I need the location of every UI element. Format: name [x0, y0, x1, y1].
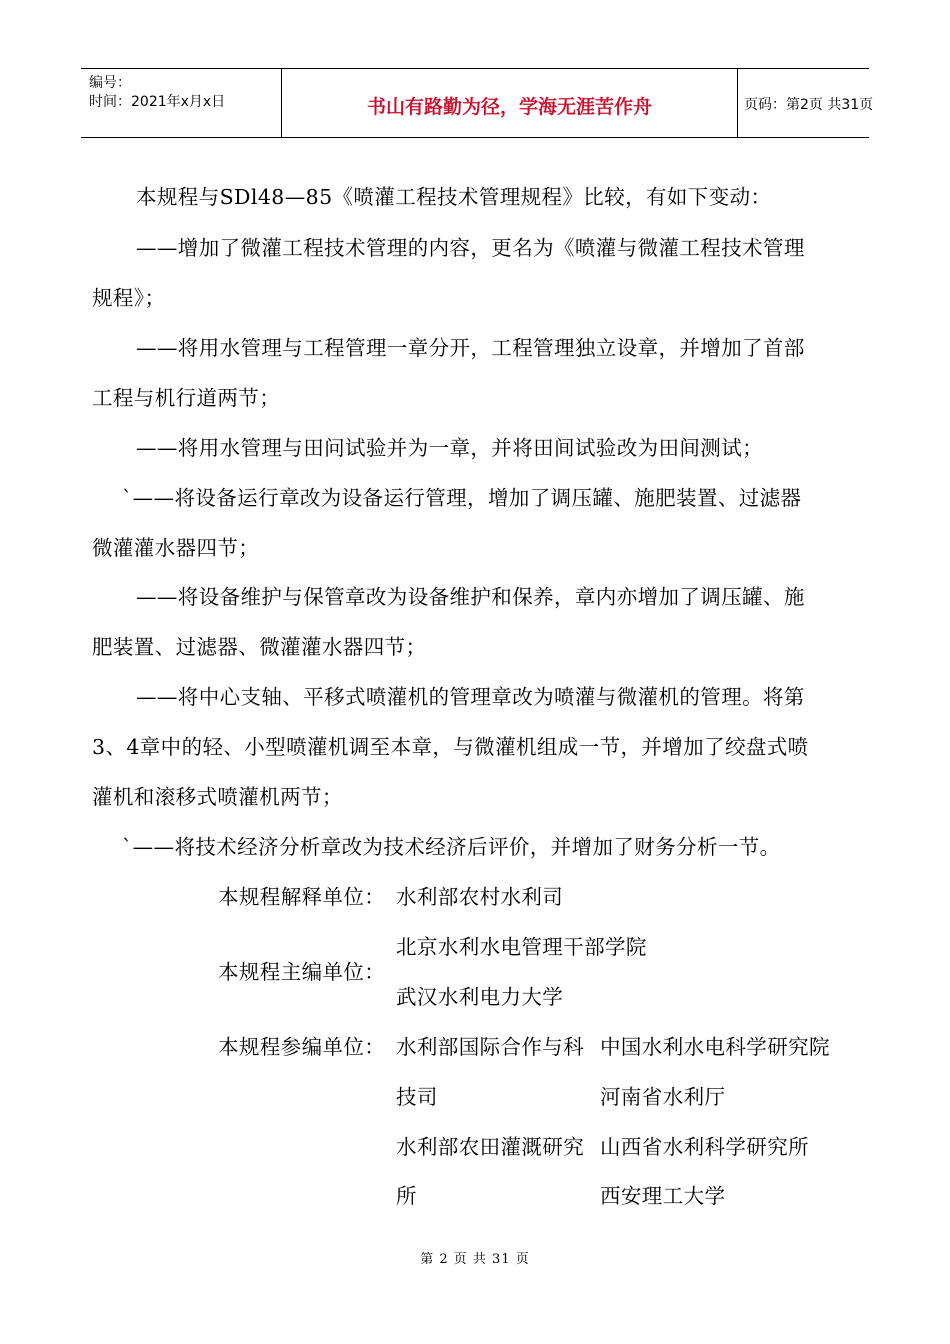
participating-unit: 水利部国际合作与科	[396, 1035, 585, 1059]
paragraph-line: `——将技术经济分析章改为技术经济后评价，并增加了财务分析一节。	[122, 835, 781, 859]
participating-unit-label: 本规程参编单位：	[218, 1035, 386, 1059]
paragraph-line: 3、4章中的轻、小型喷灌机调至本章，与微灌机组成一节，并增加了绞盘式喷	[92, 735, 809, 759]
header-page-cell	[738, 69, 874, 137]
chief-unit-2: 武汉水利电力大学	[396, 985, 564, 1009]
paragraph-line: ——将设备维护与保管章改为设备维护和保养，章内亦增加了调压罐、施	[136, 585, 805, 609]
paragraph-line: ——增加了微灌工程技术管理的内容，更名为《喷灌与微灌工程技术管理	[136, 236, 805, 260]
participating-unit: 河南省水利厅	[600, 1085, 726, 1109]
page-footer: 第 2 页 共 31 页	[420, 1252, 530, 1267]
chief-unit-label: 本规程主编单位：	[218, 960, 386, 984]
paragraph-line: 灌机和滚移式喷灌机两节；	[92, 785, 343, 809]
paragraph-intro: 本规程与SDl48—85《喷灌工程技术管理规程》比较，有如下变动：	[136, 185, 772, 209]
interp-unit-value: 水利部农村水利司	[396, 885, 564, 909]
paragraph-line: 规程》；	[92, 286, 166, 310]
number-label: 编号：	[89, 75, 131, 91]
motto: 书山有路勤为径，学海无涯苦作舟	[366, 96, 652, 118]
chief-unit-1: 北京水利水电管理干部学院	[396, 935, 647, 959]
page-header	[81, 68, 874, 138]
header-motto-cell	[281, 69, 738, 137]
paragraph-line: 肥装置、过滤器、微灌灌水器四节；	[92, 635, 427, 659]
paragraph-line: `——将设备运行章改为设备运行管理，增加了调压罐、施肥装置、过滤器	[122, 486, 802, 510]
interp-unit-label: 本规程解释单位：	[218, 885, 386, 909]
paragraph-line: ——将用水管理与田问试验并为一章，并将田间试验改为田间测试；	[136, 436, 763, 460]
participating-unit: 山西省水利科学研究所	[600, 1135, 809, 1159]
paragraph-line: ——将中心支轴、平移式喷灌机的管理章改为喷灌与微灌机的管理。将第	[136, 685, 805, 709]
participating-unit: 西安理工大学	[600, 1184, 726, 1208]
time-label: 时间：2021年x月x日	[89, 94, 226, 110]
paragraph-line: 微灌灌水器四节；	[92, 536, 260, 560]
header-info-cell	[81, 69, 281, 137]
participating-unit: 技司	[396, 1085, 438, 1109]
paragraph-line: 工程与机行道两节；	[92, 386, 281, 410]
participating-unit: 所	[396, 1184, 417, 1208]
page-label: 页码：第2页 共31页	[744, 97, 874, 113]
paragraph-line: ——将用水管理与工程管理一章分开，工程管理独立设章，并增加了首部	[136, 336, 805, 360]
participating-unit: 水利部农田灌溉研究	[396, 1135, 585, 1159]
participating-unit: 中国水利水电科学研究院	[600, 1035, 830, 1059]
